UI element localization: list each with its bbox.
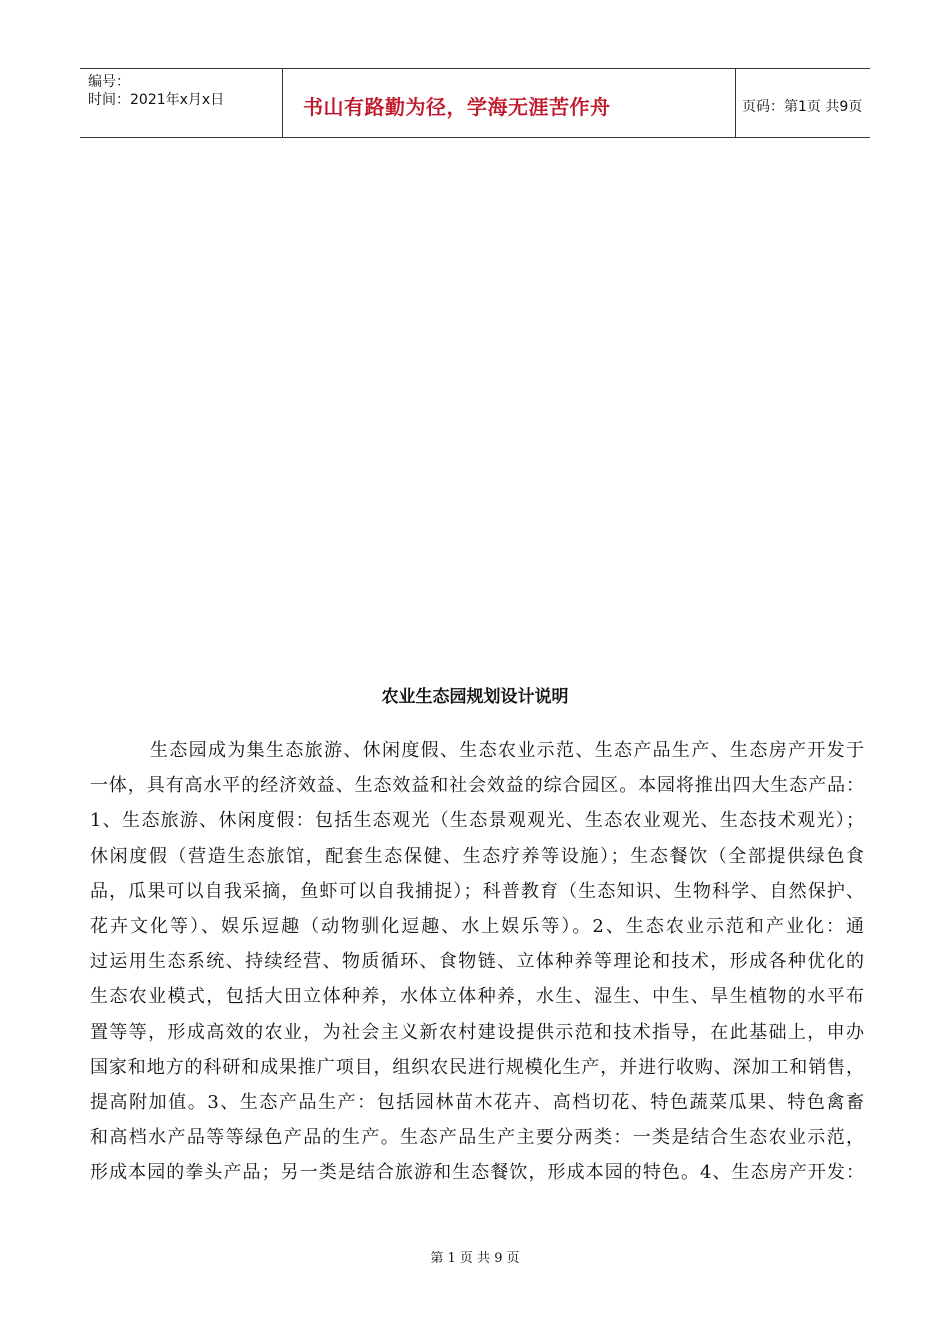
body-line: 形成本园的拳头产品；另一类是结合旅游和生态餐饮，形成本园的特色。4、生态房产开发： [90,1162,864,1184]
header-page-cell [734,69,870,137]
header-page-info: 页码：第1页 共9页 [742,99,863,115]
body-line: 一体，具有高水平的经济效益、生态效益和社会效益的综合园区。本园将推出四大生态产品： [90,775,864,797]
time-label: 时间：2021年x月x日 [88,92,225,108]
header-left-cell [80,69,282,137]
body-line: 休闲度假（营造生态旅馆，配套生态保健、生态疗养等设施）；生态餐饮（全部提供绿色食 [90,845,864,867]
page-footer: 第 1 页 共 9 页 [430,1251,520,1266]
number-label: 编号： [88,74,130,90]
body-line: 提高附加值。3、生态产品生产：包括园林苗木花卉、高档切花、特色蔬菜瓜果、特色禽畜 [90,1091,864,1113]
body-line: 和高档水产品等等绿色产品的生产。生态产品生产主要分两类：一类是结合生态农业示范， [90,1127,864,1149]
body-line: 国家和地方的科研和成果推广项目，组织农民进行规模化生产，并进行收购、深加工和销售， [90,1056,864,1078]
document-title: 农业生态园规划设计说明 [381,687,569,707]
body-line: 品，瓜果可以自我采摘，鱼虾可以自我捕捉）；科普教育（生态知识、生物科学、自然保护、 [90,880,864,902]
body-line: 1、生态旅游、休闲度假：包括生态观光（生态景观观光、生态农业观光、生态技术观光）； [90,810,864,832]
document-body [90,733,864,1190]
body-line: 花卉文化等）、娱乐逗趣（动物驯化逗趣、水上娱乐等）。2、生态农业示范和产业化：通 [90,915,864,937]
body-line: 置等等，形成高效的农业，为社会主义新农村建设提供示范和技术指导，在此基础上，申办 [90,1021,864,1043]
body-line: 过运用生态系统、持续经营、物质循环、食物链、立体种养等理论和技术，形成各种优化的 [90,951,864,973]
header-motto-cell [282,69,736,137]
body-line: 生态农业模式，包括大田立体种养，水体立体种养，水生、湿生、中生、旱生植物的水平布 [90,986,864,1008]
motto-text: 书山有路勤为径，学海无涯苦作舟 [303,95,611,119]
header-table [80,68,870,138]
body-line: 生态园成为集生态旅游、休闲度假、生态农业示范、生态产品生产、生态房产开发于 [150,740,864,761]
